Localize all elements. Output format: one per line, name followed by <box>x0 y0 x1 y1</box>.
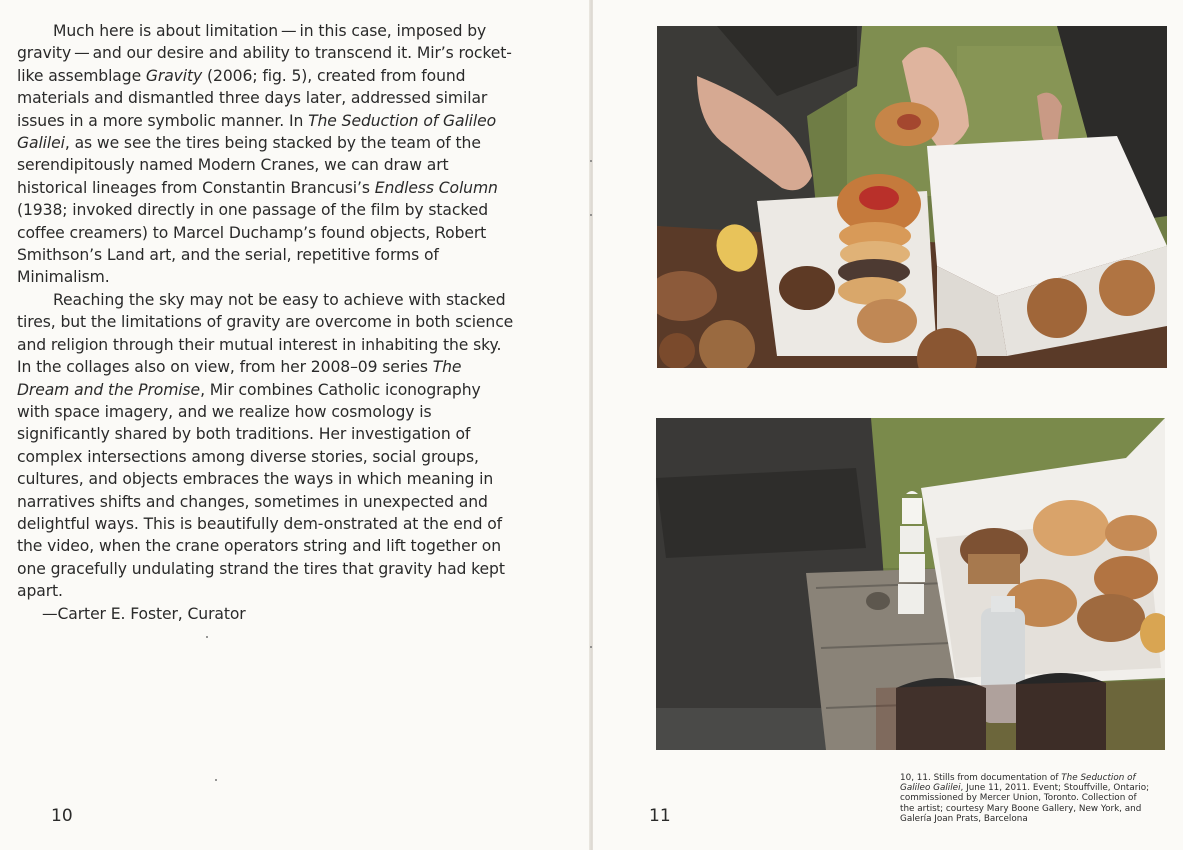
text-run: , as we see the tires being stacked by the team of the serendipitously named Modern Cranes, we can draw art historical lineages from Constantin Brancusi’s <box>17 134 481 197</box>
essay-body <box>17 20 517 625</box>
paper-speck <box>590 214 592 216</box>
author-signature: —Carter E. Foster, Curator <box>42 604 246 623</box>
text-run: Reaching the sky may not be easy to achieve with stacked tires, but the limitations of gravity are overcome in both science and religion through their mutual interest in inhabiting the sky. In the collages also on view, from her 2008–09 series <box>17 290 514 377</box>
italic-title: Endless Column <box>374 178 498 197</box>
left-page <box>0 0 591 850</box>
photo-donut-stack <box>657 26 1167 368</box>
page-number-right: 11 <box>649 806 671 826</box>
paper-speck <box>590 646 592 648</box>
italic-title: Gravity <box>145 66 203 85</box>
photo-picnic-table-image <box>656 418 1165 750</box>
text-run: (1938; invoked directly in one passage of the film by stacked coffee creamers) to Marcel Duchamp’s found objects, Robert Smithson’s Land art, and the serial, repetitive forms of Minimalism. <box>17 201 488 287</box>
text-run: Much here is about limitation — in this case, imposed by gravity — and our desire and ability to transcend it. Mir’s rocket-like assemblage <box>17 22 512 85</box>
photo-picnic-table <box>656 418 1165 750</box>
paragraph-1 <box>17 20 517 289</box>
italic-title: The Seduction of Galileo Galilei <box>900 773 1136 794</box>
paragraph-2 <box>17 289 517 603</box>
page-number-left: 10 <box>51 806 73 826</box>
text-run: 10, 11. Stills from documentation of <box>900 773 1062 783</box>
paper-speck <box>590 160 592 162</box>
paper-speck <box>215 779 217 781</box>
text-run: , June 11, 2011. Event; Stouffville, Ontario; commissioned by Mercer Union, Toronto. Collection of the artist; courtesy Mary Boone Gallery, New York, and Galería Joan Prats, Barcelona <box>900 783 1150 824</box>
photo-donut-stack-image <box>657 26 1167 368</box>
figure-caption <box>900 773 1150 824</box>
italic-title: The Seduction of Galileo Galilei <box>17 111 497 153</box>
italic-title: The Dream and the Promise <box>17 358 462 399</box>
text-run: (2006; fig. 5), created from found materials and dismantled three days later, addressed similar issues in a more symbolic manner. In <box>17 66 488 130</box>
text-run: , Mir combines Catholic iconography with space imagery, and we realize how cosmology is significantly shared by both traditions. Her investigation of complex intersections among diverse stories, social groups, cultures, and objects embraces the ways in which meaning in narratives shifts and changes, sometimes in unexpected and delightful ways. This is beautifully dem-onstrated at the end of the video, when the crane operators string and lift together on one gracefully undulating strand the tires that gravity had kept apart. <box>17 380 505 601</box>
paper-speck <box>206 636 208 638</box>
